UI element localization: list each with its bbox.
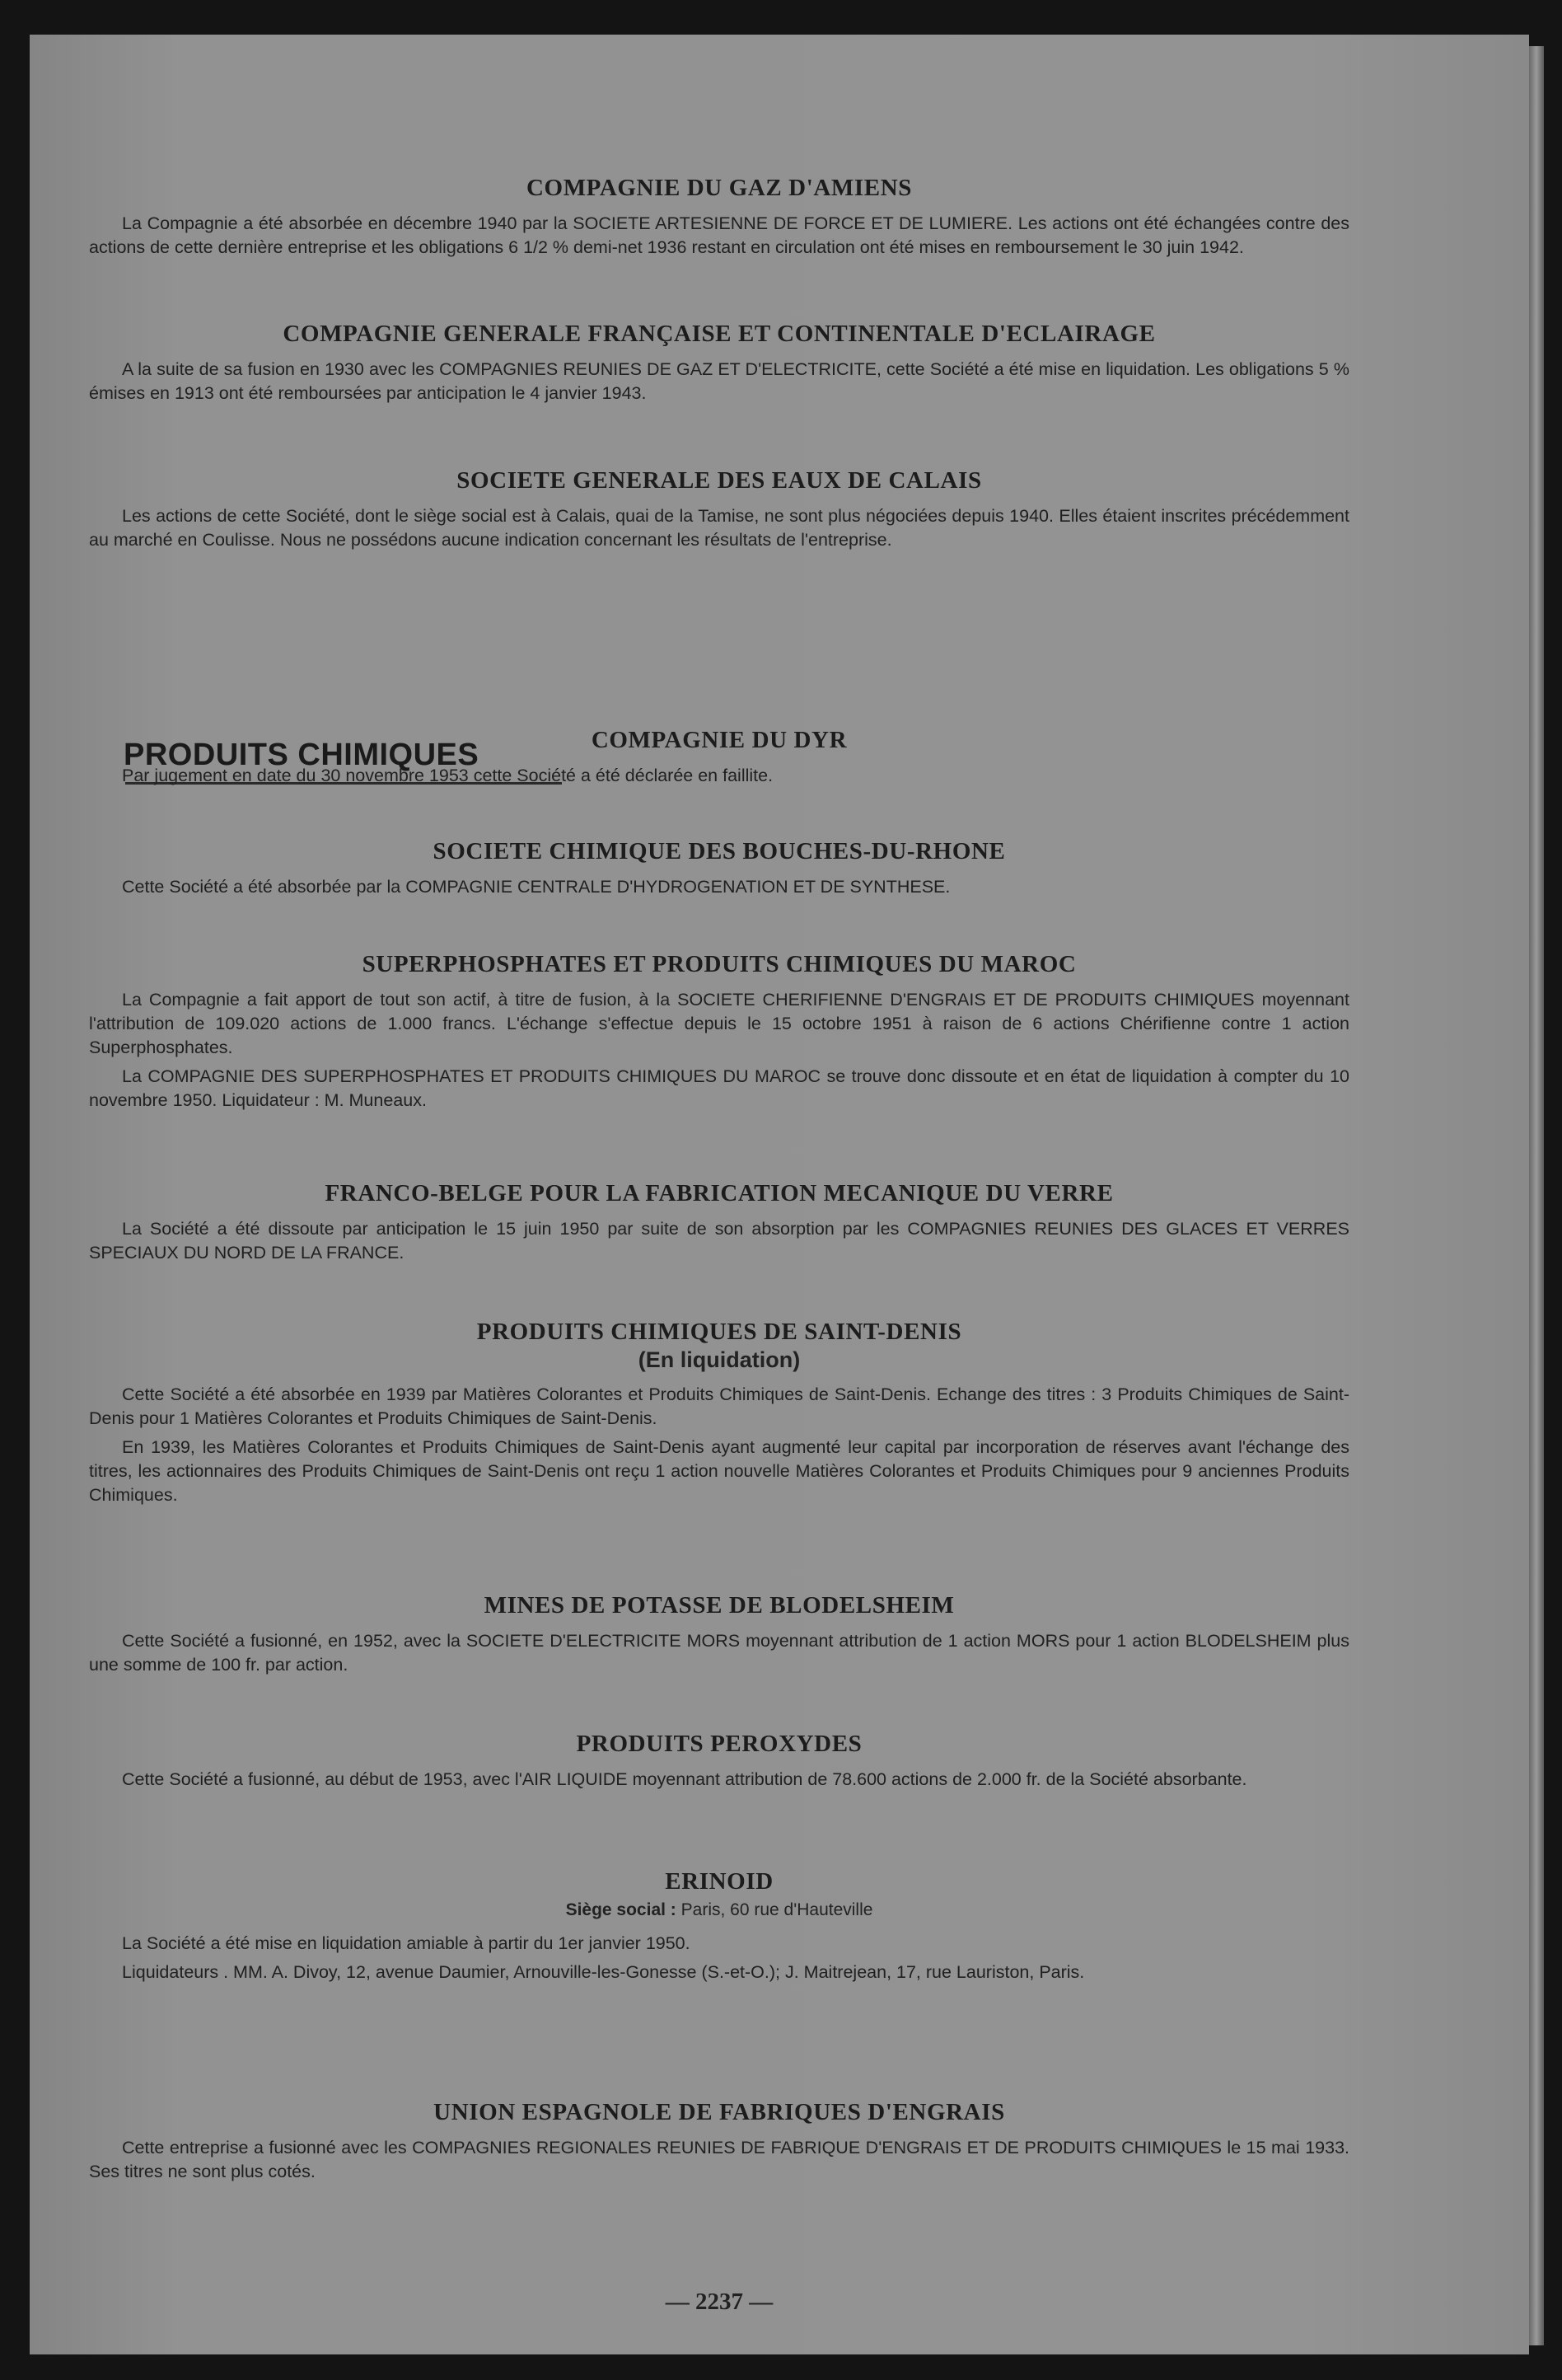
section-generale-eclairage <box>89 321 1349 405</box>
section-paragraph: Cette Société a été absorbée en 1939 par Matières Colorantes et Produits Chimiques de Saint-Denis. Echange des titres : 3 Produits Chimiques de Saint-Denis pour 1 Matières Colorantes et Produits Chimiques de Saint-Denis. <box>89 1384 1349 1428</box>
section-paragraph: Cette Société a fusionné, en 1952, avec la SOCIETE D'ELECTRICITE MORS moyennant attribution de 1 action MORS pour 1 action BLODELSHEIM plus une somme de 100 fr. par action. <box>89 1631 1349 1675</box>
registered-office <box>89 1900 1349 1920</box>
section-paragraph: La Société a été mise en liquidation amiable à partir du 1er janvier 1950. <box>122 1933 690 1953</box>
section-franco-belge <box>89 1180 1349 1265</box>
section-paragraph: La Compagnie a été absorbée en décembre 1940 par la SOCIETE ARTESIENNE DE FORCE ET DE LUMIERE. Les actions ont été échangées contre des actions de cette dernière entreprise et les obligations 6 1/2 % demi-net 1936 restant en circulation ont été mises en remboursement le 30 juin 1942. <box>89 213 1349 257</box>
section-title: MINES DE POTASSE DE BLODELSHEIM <box>484 1592 955 1619</box>
section-superphosphates-maroc <box>89 951 1349 1113</box>
section-title: COMPAGNIE GENERALE FRANÇAISE ET CONTINENTALE D'ECLAIRAGE <box>283 321 1156 347</box>
section-union-espagnole <box>89 2099 1349 2184</box>
page-edge <box>1529 46 1544 2345</box>
section-title: SUPERPHOSPHATES ET PRODUITS CHIMIQUES DU MAROC <box>362 951 1077 977</box>
section-saint-denis <box>89 1319 1349 1507</box>
section-title: PRODUITS PEROXYDES <box>576 1731 863 1757</box>
section-paragraph: Cette Société a été absorbée par la COMPAGNIE CENTRALE D'HYDROGENATION ET DE SYNTHESE. <box>122 877 951 897</box>
section-title: SOCIETE CHIMIQUE DES BOUCHES-DU-RHONE <box>433 838 1006 864</box>
section-subtitle: (En liquidation) <box>638 1347 801 1372</box>
section-bouches-du-rhone <box>89 838 1349 899</box>
section-eaux-calais <box>89 467 1349 552</box>
section-paragraph: Les actions de cette Société, dont le siège social est à Calais, quai de la Tamise, ne sont plus négociées depuis 1940. Elles étaient inscrites précédemment au marché en Coulisse. Nous ne possédons aucune indication concernant les résultats de l'entreprise. <box>89 506 1349 550</box>
category-heading: PRODUITS CHIMIQUES <box>124 738 479 772</box>
registered-office-label: Siège social : <box>565 1900 676 1919</box>
section-title: COMPAGNIE DU GAZ D'AMIENS <box>526 175 912 201</box>
section-peroxydes <box>89 1731 1349 1792</box>
registered-office-value: Paris, 60 rue d'Hauteville <box>680 1900 873 1919</box>
section-paragraph: Liquidateurs . MM. A. Divoy, 12, avenue Daumier, Arnouville-les-Gonesse (S.-et-O.); J. Maitrejean, 17, rue Lauriston, Paris. <box>122 1962 1085 1982</box>
section-paragraph: Cette entreprise a fusionné avec les COMPAGNIES REGIONALES REUNIES DE FABRIQUE D'ENGRAIS ET DE PRODUITS CHIMIQUES le 15 mai 1933. Ses titres ne sont plus cotés. <box>89 2138 1349 2181</box>
section-erinoid <box>89 1868 1349 1984</box>
section-paragraph: La Compagnie a fait apport de tout son actif, à titre de fusion, à la SOCIETE CHERIFIENNE D'ENGRAIS ET DE PRODUITS CHIMIQUES moyennant l'attribution de 109.020 actions de 1.000 francs. L'échange s'effectue depuis le 15 octobre 1951 à raison de 6 actions Chérifienne contre 1 action Superphosphates. <box>89 990 1349 1057</box>
section-paragraph: La Société a été dissoute par anticipation le 15 juin 1950 par suite de son absorption par les COMPAGNIES REUNIES DES GLACES ET VERRES SPECIAUX DU NORD DE LA FRANCE. <box>89 1219 1349 1263</box>
section-title: COMPAGNIE DU DYR <box>591 727 848 753</box>
section-title: UNION ESPAGNOLE DE FABRIQUES D'ENGRAIS <box>433 2099 1005 2125</box>
section-paragraph: Cette Société a fusionné, au début de 1953, avec l'AIR LIQUIDE moyennant attribution de 78.600 actions de 2.000 fr. de la Société absorbante. <box>122 1769 1247 1789</box>
section-title: ERINOID <box>665 1868 774 1895</box>
section-dyr <box>89 727 1349 788</box>
document-page <box>30 35 1529 2354</box>
section-title: FRANCO-BELGE POUR LA FABRICATION MECANIQUE DU VERRE <box>325 1180 1114 1206</box>
section-title: PRODUITS CHIMIQUES DE SAINT-DENIS <box>476 1319 962 1345</box>
section-gaz-amiens <box>89 175 1349 260</box>
section-title: SOCIETE GENERALE DES EAUX DE CALAIS <box>456 467 982 494</box>
page-number: — 2237 — <box>665 2289 774 2315</box>
section-paragraph: Par jugement en date du 30 novembre 1953 cette Société a été déclarée en faillite. <box>122 766 774 785</box>
section-paragraph: A la suite de sa fusion en 1930 avec les COMPAGNIES REUNIES DE GAZ ET D'ELECTRICITE, cette Société a été mise en liquidation. Les obligations 5 % émises en 1913 ont été remboursées par anticipation le 4 janvier 1943. <box>89 359 1349 403</box>
section-paragraph: En 1939, les Matières Colorantes et Produits Chimiques de Saint-Denis ayant augmenté leur capital par incorporation de réserves avant l'échange des titres, les actionnaires des Produits Chimiques de Saint-Denis ont reçu 1 action nouvelle Matières Colorantes et Produits Chimiques pour 9 anciennes Produits Chimiques. <box>89 1437 1349 1505</box>
section-paragraph: La COMPAGNIE DES SUPERPHOSPHATES ET PRODUITS CHIMIQUES DU MAROC se trouve donc dissoute et en état de liquidation à compter du 10 novembre 1950. Liquidateur : M. Muneaux. <box>89 1066 1349 1110</box>
section-blodelsheim <box>89 1592 1349 1677</box>
